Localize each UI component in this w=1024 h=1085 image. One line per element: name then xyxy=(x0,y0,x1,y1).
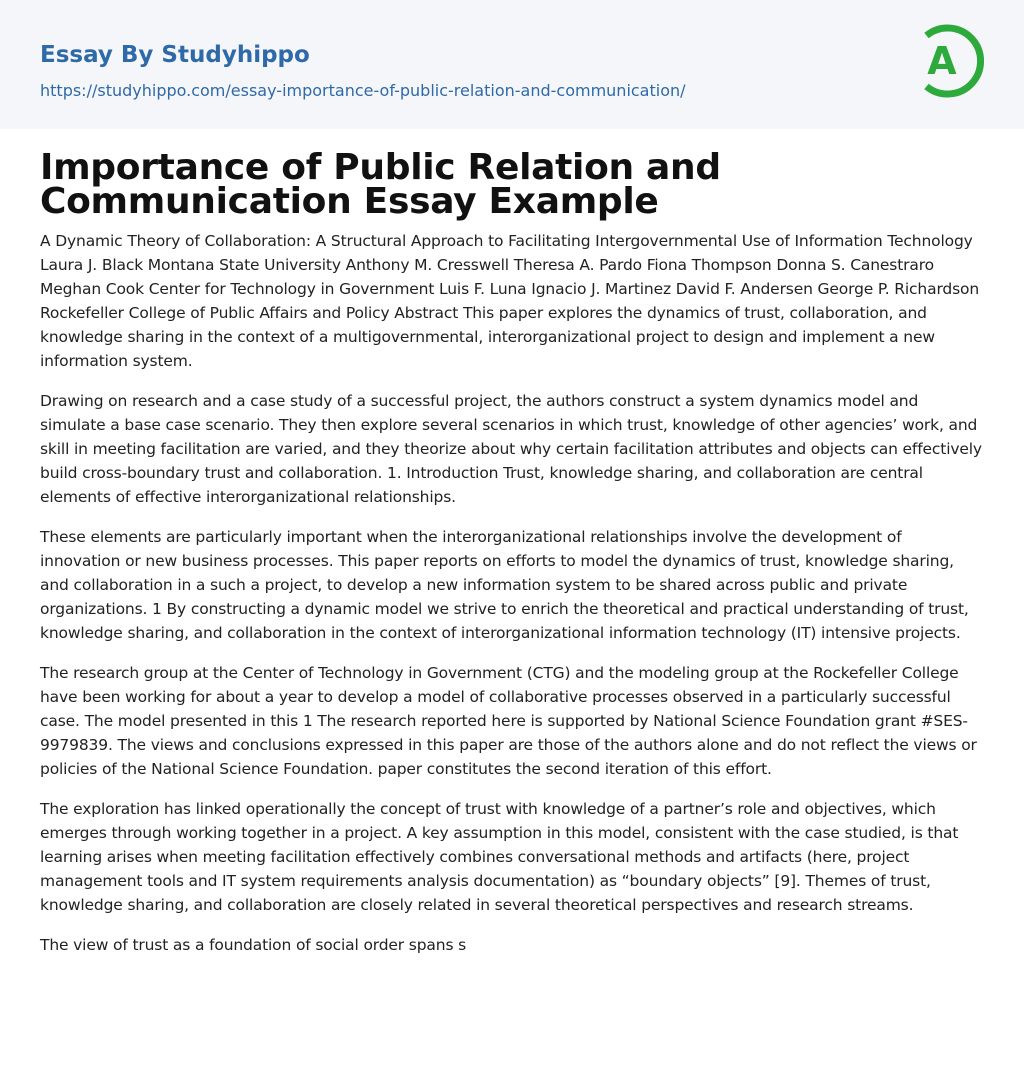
site-header xyxy=(0,0,1024,129)
article xyxy=(0,129,1024,957)
source-url-link[interactable]: https://studyhippo.com/essay-importance-of-public-relation-and-communication/ xyxy=(40,81,686,100)
article-paragraph-3: These elements are particularly important when the interorganizational relationships involve the development of innovation or new business processes. This paper reports on efforts to model the dynamics of trust, knowledge sharing, and collaboration in a such a project, to develop a new information system to be shared across public and private organizations. 1 By constructing a dynamic model we strive to enrich the theoretical and practical understanding of trust, knowledge sharing, and collaboration in the context of interorganizational information technology (IT) intensive projects. xyxy=(40,528,969,642)
article-paragraph-5: The exploration has linked operationally the concept of trust with knowledge of a partner’s role and objectives, which emerges through working together in a project. A key assumption in this model, consistent with the case studied, is that learning arises when meeting facilitation effectively combines conversational methods and artifacts (here, project management tools and IT system requirements analysis documentation) as “boundary objects” [9]. Themes of trust, knowledge sharing, and collaboration are closely related in several theoretical perspectives and research streams. xyxy=(40,800,959,914)
page-title: Importance of Public Relation and Communication Essay Example xyxy=(40,147,721,222)
article-paragraph-4: The research group at the Center of Technology in Government (CTG) and the modeling group at the Rockefeller College have been working for about a year to develop a model of collaborative processes observed in a particularly successful case. The model presented in this 1 The research reported here is supported by National Science Foundation grant #SES-9979839. The views and conclusions expressed in this paper are those of the authors alone and do not reflect the views or policies of the National Science Foundation. paper constitutes the second iteration of this effort. xyxy=(40,664,977,778)
brand-title[interactable]: Essay By Studyhippo xyxy=(40,42,310,68)
logo-letter: A xyxy=(927,39,957,83)
studyhippo-logo-icon[interactable] xyxy=(916,18,986,104)
article-paragraph-6: The view of trust as a foundation of social order spans s xyxy=(40,936,467,954)
article-paragraph-1: A Dynamic Theory of Collaboration: A Structural Approach to Facilitating Intergovernmental Use of Information Technology Laura J. Black Montana State University Anthony M. Cresswell Theresa A. Pardo Fiona Thompson Donna S. Canestraro Meghan Cook Center for Technology in Government Luis F. Luna Ignacio J. Martinez David F. Andersen George P. Richardson Rockefeller College of Public Affairs and Policy Abstract This paper explores the dynamics of trust, collaboration, and knowledge sharing in the context of a multigovernmental, interorganizational project to design and implement a new information system. xyxy=(40,232,980,370)
article-paragraph-2: Drawing on research and a case study of a successful project, the authors construct a system dynamics model and simulate a base case scenario. They then explore several scenarios in which trust, knowledge of other agencies’ work, and skill in meeting facilitation are varied, and they theorize about why certain facilitation attributes and objects can effectively build cross-boundary trust and collaboration. 1. Introduction Trust, knowledge sharing, and collaboration are central elements of effective interorganizational relationships. xyxy=(40,392,982,506)
